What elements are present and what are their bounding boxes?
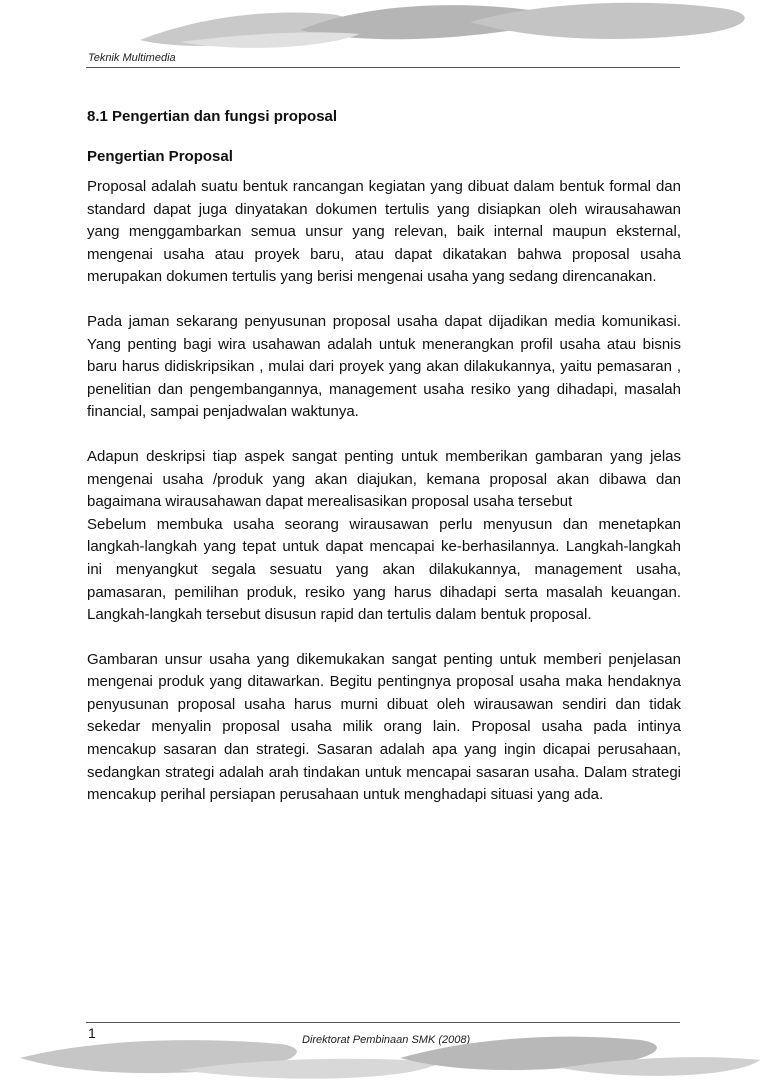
footer-decoration <box>0 1018 768 1092</box>
header-rule <box>86 67 680 68</box>
paragraph-definition: Proposal adalah suatu bentuk rancangan kegiatan yang dibuat dalam bentuk formal dan standard dapat juga dinyatakan dokumen tertulis yang disiapkan oleh wirausahawan yang menggambarkan semua unsur yang relevan, baik internal maupun eksternal, mengenai usaha atau proyek baru, atau dapat dikatakan bahwa proposal usaha merupakan dokumen tertulis yang berisi mengenai usaha yang sedang direncanakan. <box>87 178 681 286</box>
section-subheading: Pengertian Proposal <box>87 148 233 165</box>
running-header: Teknik Multimedia <box>88 52 176 64</box>
paragraph-communication: Pada jaman sekarang penyusunan proposal usaha dapat dijadikan media komunikasi. Yang penting bagi wira usahawan adalah untuk menerangkan profil usaha atau bisnis baru harus didiskripsikan , mulai dari proyek yang akan dilakukannya, yaitu pemasaran , penelitian dan pengembangannya, management usaha resiko yang dihadapi, masalah financial, sampai penjadwalan waktunya. <box>87 312 681 421</box>
paragraph-steps: Sebelum membuka usaha seorang wirausawan perlu menyusun dan menetapkan langkah-langkah yang tepat untuk dapat mencapai ke-berhasilannya. Langkah-langkah ini menyangkut segala sesuatu yang akan dilakukannya, management usaha, pamasaran, pemilihan produk, resiko yang harus dihadapi serta masalah keuangan. Langkah-langkah tersebut disusun rapid dan tertulis dalam bentuk proposal. <box>87 515 681 624</box>
paragraph-strategy: Gambaran unsur usaha yang dikemukakan sangat penting untuk memberi penjelasan mengenai produk yang ditawarkan. Begitu pentingnya proposal usaha maka hendaknya penyusunan proposal usaha harus murni dibuat oleh wirausawan sendiri dan tidak sekedar menyalin proposal usaha milik orang lain. Proposal usaha pada intinya mencakup sasaran dan strategi. Sasaran adalah apa yang ingin dicapai perusahaan, sedangkan strategi adalah arah tindakan untuk mencapai sasaran usaha. Dalam strategi mencakup perihal persiapan perusahaan untuk menghadapi situasi yang ada. <box>87 650 681 804</box>
page-content <box>87 107 681 829</box>
running-footer: Direktorat Pembinaan SMK (2008) <box>302 1034 471 1046</box>
paragraph-description: Adapun deskripsi tiap aspek sangat penting untuk memberikan gambaran yang jelas mengenai usaha /produk yang akan diajukan, kemana proposal akan dibawa dan bagaimana wirausahawan dapat merealisasikan proposal usaha tersebut <box>87 447 681 511</box>
page-number: 1 <box>88 1025 96 1041</box>
section-heading: 8.1 Pengertian dan fungsi proposal <box>87 108 338 125</box>
